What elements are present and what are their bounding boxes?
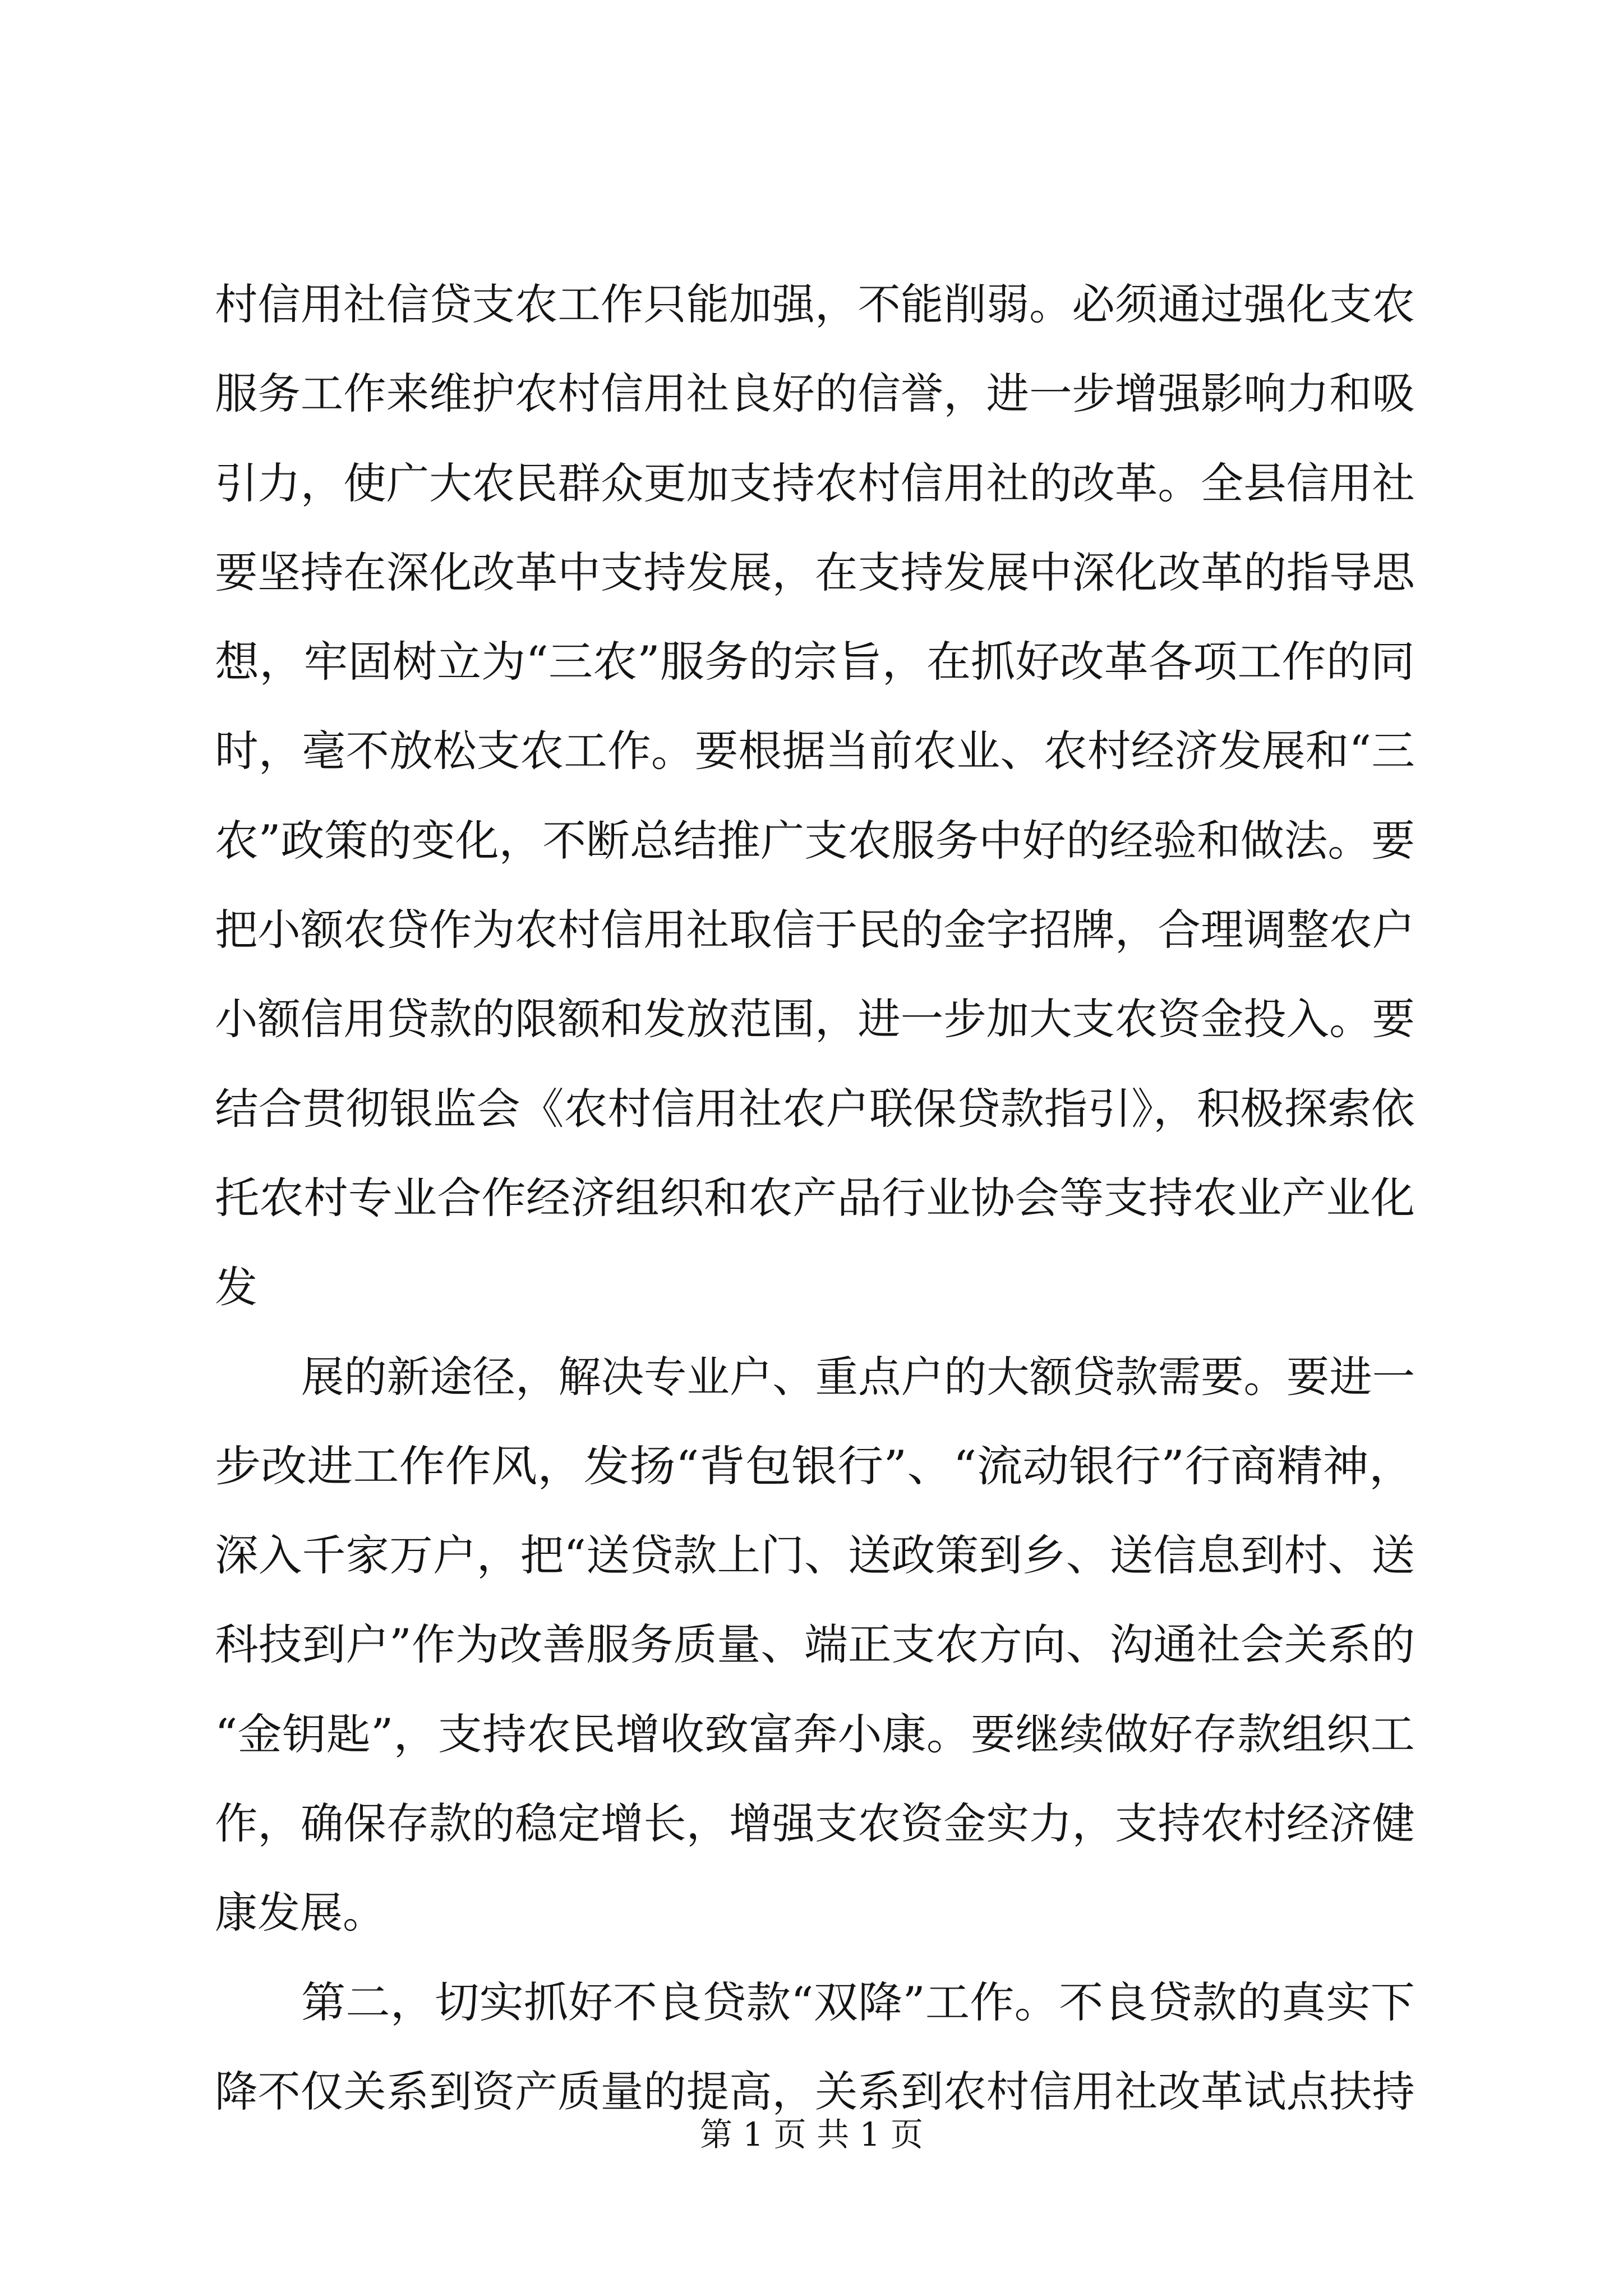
text-line (215, 1958, 1415, 2047)
text-line-content: 发 (215, 1262, 257, 1313)
text-line (215, 617, 1415, 706)
text-line (215, 349, 1415, 438)
text-line-content: 托农村专业合作经济组织和农产品行业协会等支持农业产业化 (215, 1172, 1415, 1223)
text-line (215, 1332, 1415, 1421)
text-line-content: 村信用社信贷支农工作只能加强，不能削弱。必须通过强化支农 (215, 279, 1415, 329)
text-line-content: “金钥匙”，支持农民增收致富奔小康。要继续做好存款组织工 (215, 1709, 1415, 1759)
text-line (215, 1153, 1415, 1243)
text-line (215, 1690, 1415, 1779)
text-line (215, 796, 1415, 885)
text-line-content: 小额信用贷款的限额和发放范围，进一步加大支农资金投入。要 (215, 994, 1415, 1045)
text-line (215, 528, 1415, 617)
text-line (215, 260, 1415, 349)
document-body (215, 260, 1415, 2136)
text-line-content: 想，牢固树立为“三农”服务的宗旨，在抓好改革各项工作的同 (215, 637, 1415, 687)
text-line-content: 服务工作来维护农村信用社良好的信誉，进一步增强影响力和吸 (215, 369, 1415, 419)
text-line-content: 第二，切实抓好不良贷款“双降”工作。不良贷款的真实下 (301, 1977, 1415, 2027)
text-line-content: 结合贯彻银监会《农村信用社农户联保贷款指引》，积极探索依 (215, 1083, 1415, 1134)
text-line-content: 康发展。 (215, 1888, 385, 1938)
text-line-content: 降不仅关系到资产质量的提高，关系到农村信用社改革试点扶持 (215, 2066, 1415, 2116)
text-line-content: 时，毫不放松支农工作。要根据当前农业、农村经济发展和“三 (215, 726, 1415, 776)
text-line (215, 1511, 1415, 1600)
text-line-content: 展的新途径，解决专业户、重点户的大额贷款需要。要进一 (301, 1351, 1415, 1402)
text-line-content: 步改进工作作风，发扬“背包银行”、“流动银行”行商精神， (215, 1441, 1415, 1491)
text-line-content: 作，确保存款的稳定增长，增强支农资金实力，支持农村经济健 (215, 1798, 1415, 1849)
text-line (215, 1064, 1415, 1153)
text-line (215, 1779, 1415, 1868)
text-line-content: 农”政策的变化，不断总结推广支农服务中好的经验和做法。要 (215, 815, 1415, 866)
text-line-content: 要坚持在深化改革中支持发展，在支持发展中深化改革的指导思 (215, 547, 1415, 597)
text-line (215, 885, 1415, 974)
text-line (215, 974, 1415, 1064)
text-line-content: 引力，使广大农民群众更加支持农村信用社的改革。全县信用社 (215, 458, 1415, 508)
text-line (215, 1421, 1415, 1511)
text-line-content: 深入千家万户，把“送贷款上门、送政策到乡、送信息到村、送 (215, 1530, 1415, 1581)
page-footer: 第 1 页 共 1 页 (700, 2115, 923, 2154)
text-line (215, 706, 1415, 795)
text-line (215, 1868, 1415, 1957)
text-line (215, 1243, 1415, 1332)
text-line-content: 把小额农贷作为农村信用社取信于民的金字招牌，合理调整农户 (215, 905, 1415, 955)
text-line-content: 科技到户”作为改善服务质量、端正支农方向、沟通社会关系的 (215, 1619, 1415, 1670)
text-line (215, 1600, 1415, 1689)
text-line (215, 439, 1415, 528)
